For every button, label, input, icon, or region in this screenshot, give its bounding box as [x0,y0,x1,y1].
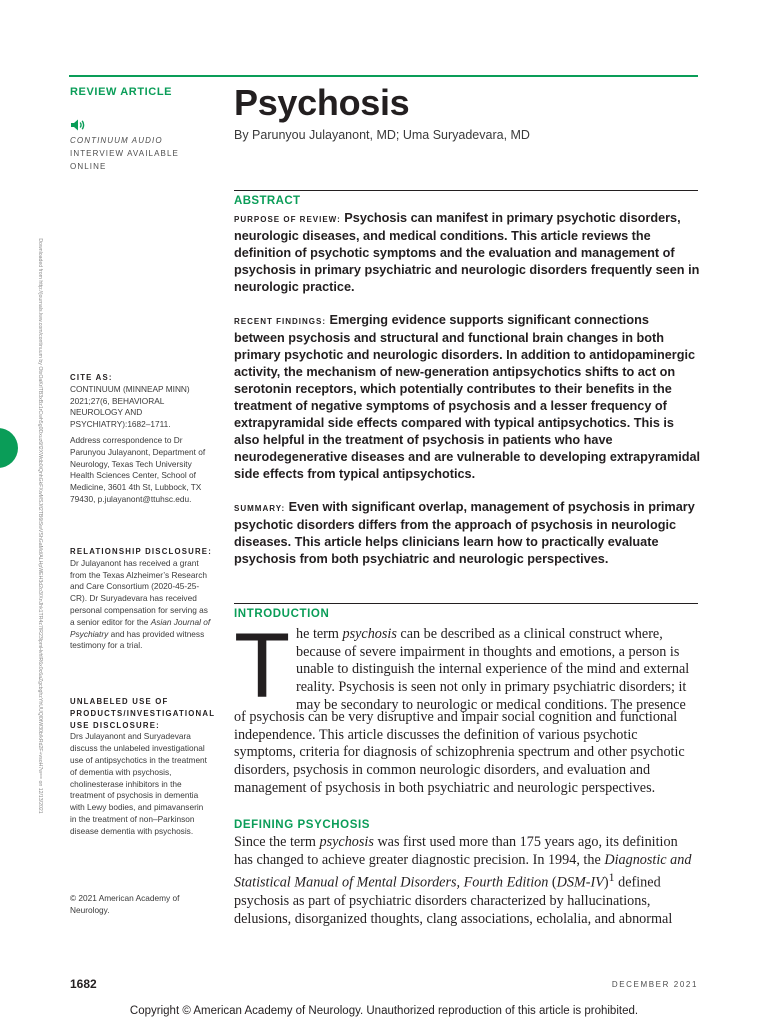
copyright-notice: Copyright © American Academy of Neurology. Unauthorized reproduction of this article is prohibited. [129,1005,639,1017]
summary-text: Even with significant overlap, management of psychosis in primary psychotic disorders differs from the approach of psychosis in neurologic diseases. This article helps clinicians learn how to practically evaluate psychosis from both psychiatric and neurologic perspectives. [234,500,695,566]
def-em-1: psychosis [319,834,374,850]
def-text-1: Since the term [234,834,320,850]
abstract-recent-findings [234,312,702,483]
unlabeled-use-text: Drs Julayanont and Suryadevara discuss the unlabeled investigational use of antipsychotics in the treatment of dementia with psychosis, cholinesterase inhibitors in the treatment of psychosis in dementia with Lewy bodies, and pimavanserin in the treatment of non–Parkinson disease dementia with psychosis. [70,731,207,836]
def-text-3: ( [548,875,557,892]
intro-text-2: can be described as a clinical construct where, because of severe impairment in thoughts and emotions, a person is unable to distinguish the internal experience of the mind and external reality. Psychosis is seen not only in primary psychiatric disorders; it may be secondary to neurologic or medical conditions. The presence [296,626,690,713]
reference-1[interactable]: 1 [608,870,615,885]
def-text-5: defined psychosis as part of psychiatric disorders characterized by hallucinations, delusions, disorganized thoughts, clang associations, echolalia, and abnormal [234,875,673,927]
article-type-label: REVIEW ARTICLE [70,86,173,98]
cite-as-text: CONTINUUM (MINNEAP MINN) 2021;27(6, BEHAVIORAL NEUROLOGY AND PSYCHIATRY):1682–1711. [70,383,190,430]
def-em-3: DSM-IV [556,875,604,892]
summary-label: SUMMARY: [234,504,286,513]
relationship-disclosure-text [70,558,212,652]
def-text-2: was first used more than 175 years ago, its definition has changed to achieve greater diagnostic precision. In 1994, the [234,834,678,868]
audio-interview-link[interactable] [70,118,190,173]
abstract-rule [234,190,698,191]
recent-findings-text: Emerging evidence supports significant connections between psychosis and structural and functional brain changes in both primary psychotic and neurologic disorders. In addition to antidopaminergic activity, the mechanism of new-generation antipsychotics shifts to act on serotonin receptors, which potentially contributes to their benefits in the treatment of negative symptoms of psychosis and a lesser frequency of extrapyramidal side effects compared with typical antipsychotics. This is also helpful in the treatment of psychosis in patients who have neurodegenerative diseases and are vulnerable to developing extrapyramidal side effects from typical antipsychotics. [234,313,701,481]
def-text-4: ) [603,875,609,892]
page-number: 1682 [70,977,97,991]
rel-text-1: Dr Julayanont has received a grant from the Texas Alzheimer’s Research and Care Consortium (2020-45-25-CR). Dr Suryadevara has received personal compensation for serving as a senior editor for the [70,557,208,627]
rel-text-2: and has provided witness testimony for a trial. [70,628,205,651]
audio-line-1: CONTINUUM AUDIO [70,136,163,145]
cite-as-heading: CITE AS: [70,373,113,382]
introduction-rule [234,603,698,604]
introduction-paragraph-wrapped [296,626,700,715]
purpose-label: PURPOSE OF REVIEW: [234,215,341,224]
download-note-text: Downloaded from http://journals.lww.com/continuum by OtxOaKrlTB3xBz1rCwh5g0Dxuz6fl2XWdb0iQnhGkFXwMSJ/t2TB6tSwVShGaMd/ALHpWEH3d2o3/XnJhk1TR4z7IR23lpmHvhlR6x0c6aZgcbghzYhUUQl0tW30b/kRd2F+vsoH7w== on 12/13/2021 [37,238,43,814]
article-byline: By Parunyou Julayanont, MD; Uma Suryadevara, MD [234,128,530,142]
top-rule [69,75,698,77]
introduction-heading: INTRODUCTION [234,608,330,620]
drop-cap: T [234,615,291,717]
cite-as [70,372,212,431]
purpose-text: Psychosis can manifest in primary psychotic disorders, neurologic diseases, and medical conditions. This article reviews the definition of psychotic symptoms and the evaluation and management of psychosis in primary psychiatric and neurologic disorders frequently seen in neurologic practice. [234,211,700,294]
audio-line-2: INTERVIEW AVAILABLE [70,149,179,158]
relationship-disclosure-heading: RELATIONSHIP DISCLOSURE: [70,547,213,556]
article-title: Psychosis [234,82,410,123]
sidebar-copyright: © 2021 American Academy of Neurology. [70,893,180,915]
abstract-purpose [234,210,702,296]
abstract-heading: ABSTRACT [234,195,301,207]
issue-date: DECEMBER 2021 [611,980,698,989]
relationship-disclosure [70,546,212,652]
introduction-paragraph: of psychosis can be very disruptive and impair social cognition and functional independence. This article discusses the definition of various psychotic symptoms, criteria for diagnosis of schizophrenia spectrum and other psychotic disorders, psychosis in common neurologic disorders, and evaluation and management of psychosis in both psychiatric and neurologic perspectives. [234,709,685,796]
download-note [36,212,44,840]
speaker-icon [70,118,86,132]
unlabeled-use-disclosure [70,696,216,838]
section-tab-marker [0,428,18,468]
intro-text-1: he term [296,626,343,642]
correspondence-address: Address correspondence to Dr Parunyou Julayanont, Department of Neurology, Texas Tech University Health Sciences Center, School of Medicine, 3601 4th St, Lubbock, TX 79430, p.julayanont@ttuhsc.edu. [70,435,206,504]
rel-journal: Asian Journal of Psychiatry [70,616,211,639]
recent-findings-label: RECENT FINDINGS: [234,317,326,326]
defining-psychosis-heading: DEFINING PSYCHOSIS [234,819,371,831]
def-em-2: Diagnostic and Statistical Manual of Mental Disorders, Fourth Edition [234,851,692,892]
defining-psychosis-paragraph [234,834,700,928]
audio-line-3: ONLINE [70,162,107,171]
intro-emphasis: psychosis [342,626,397,642]
unlabeled-use-heading: UNLABELED USE OF PRODUCTS/INVESTIGATIONAL USE DISCLOSURE: [70,697,216,730]
abstract-summary [234,499,702,568]
